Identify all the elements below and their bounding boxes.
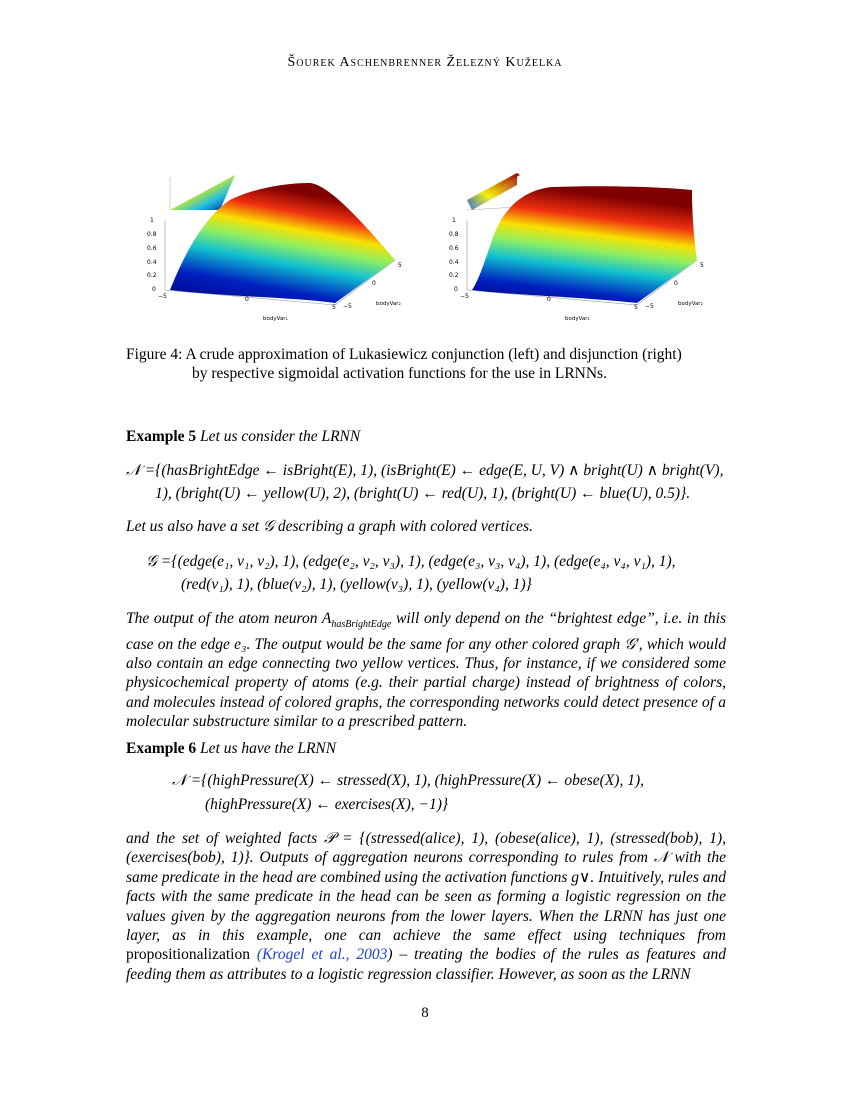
example5-text2: Let us also have a set 𝒢 describing a graph with colored vertices. [126, 518, 533, 535]
depth-tick: −5 [645, 303, 654, 310]
example6-eq-line2: (highPressure(X) ← exercises(X), −1)} [205, 796, 449, 813]
graph-eq-line2: (red(v₁), 1), (blue(v₂), 1), (yellow(v₃), 1), (yellow(v₄), 1)} [181, 576, 532, 593]
example6-paragraph [126, 829, 726, 984]
figure-right-plot [442, 165, 722, 325]
y-tick: 0.6 [449, 245, 459, 252]
y-tick: 1 [452, 217, 456, 224]
para6-part1: and the set of weighted facts 𝒫 = {(stressed(alice), 1), (obese(alice), 1), (stressed(bob), 1), (exercises(bob), 1)}. Outputs of aggregation neurons corresponding to rules from 𝒩 with the same predicate in the head are combined using the activation functions g∨. Intuitively, rules and facts with the same predicate in the head can be seen as forming a logistic regression on the values given by the aggregation neurons from the lower layers. When the LRNN has just one layer, as in this example, one can achieve the same effect using techniques from [126, 830, 726, 945]
right-surface-svg [442, 165, 722, 325]
example5-intro: Let us consider the LRNN [200, 428, 361, 445]
depth-tick: 0 [372, 280, 376, 287]
example5-eq-line2: 1), (bright(U) ← yellow(U), 2), (bright(U) ← red(U), 1), (bright(U) ← blue(U), 0.5)}. [155, 485, 691, 502]
example5-label: Example 5 [126, 428, 197, 445]
y-tick: 0 [454, 286, 458, 293]
example5-heading [126, 427, 726, 447]
x-tick: 0 [245, 296, 249, 303]
example6-eq-line1: 𝒩 ={(highPressure(X) ← stressed(X), 1), (highPressure(X) ← obese(X), 1), [172, 772, 645, 789]
page-number: 8 [421, 1005, 429, 1021]
y-tick: 0.2 [147, 272, 157, 279]
citation-link[interactable]: Krogel et al., 2003 [262, 946, 388, 964]
y-tick: 0.4 [449, 259, 459, 266]
para-part1: The output of the atom neuron A [126, 610, 332, 627]
example6-heading [126, 739, 726, 759]
caption-line1: A crude approximation of Lukasiewicz conjunction (left) and disjunction (right) [185, 346, 682, 363]
example5-eq-line1: 𝒩 ={(hasBrightEdge ← isBright(E), 1), (isBright(E) ← edge(E, U, V) ∧ bright(U) ∧ bright(V), [126, 462, 724, 479]
y-tick: 0.8 [449, 231, 459, 238]
para-subscript: hasBrightEdge [331, 619, 392, 631]
y-tick: 0 [152, 286, 156, 293]
para6-part2: ) – treating the bodies of the rules as features and feeding them as attributes to a logistic regression classifier. However, as soon as the LRNN [126, 946, 726, 983]
para6-word: propositionalization [126, 946, 250, 964]
graph-eq-line1: 𝒢 ={(edge(e₁, v₁, v₂), 1), (edge(e₂, v₂, v₃), 1), (edge(e₃, v₃, v₄), 1), (edge(e₄, v₄, v₁), 1), [146, 553, 676, 570]
y-tick: 0.4 [147, 259, 157, 266]
x-tick: −5 [158, 293, 167, 300]
x-axis-label: bodyVar₁ [565, 316, 590, 322]
example5-paragraph [126, 609, 726, 732]
figure-caption [126, 345, 726, 383]
caption-label: Figure 4: [126, 346, 183, 363]
left-surface-svg [140, 165, 420, 325]
x-tick: 5 [634, 304, 638, 311]
depth-tick: 5 [398, 262, 402, 269]
x-tick: −5 [460, 293, 469, 300]
para6-cite-open: ( [249, 946, 263, 964]
y-axis-label: bodyVar₂ [678, 301, 703, 307]
y-tick: 1 [150, 217, 154, 224]
x-axis-label: bodyVar₁ [263, 316, 288, 322]
y-tick: 0.2 [449, 272, 459, 279]
example6-intro: Let us have the LRNN [200, 740, 337, 757]
x-tick: 5 [332, 304, 336, 311]
depth-tick: 0 [674, 280, 678, 287]
figure-left-plot [140, 165, 420, 325]
y-tick: 0.8 [147, 231, 157, 238]
depth-tick: 5 [700, 262, 704, 269]
para-part2: will only depend on the “brightest edge”, i.e. in this case on the edge e₃. The output would be the same for any other colored graph 𝒢′, which would also contain an edge connecting two yellow vertices. Thus, for instance, if we considered some physicochemical property of atoms (e.g. their partial charge) instead of brightness of colors, and molecules instead of colored graphs, the corresponding networks could detect presence of a molecular substructure similar to a prescribed pattern. [126, 610, 726, 731]
x-tick: 0 [547, 296, 551, 303]
y-tick: 0.6 [147, 245, 157, 252]
depth-tick: −5 [343, 303, 352, 310]
y-axis-label: bodyVar₂ [376, 301, 401, 307]
caption-line2: by respective sigmoidal activation functions for the use in LRNNs. [192, 365, 607, 382]
running-header: Šourek Aschenbrenner Železný Kuželka [287, 55, 563, 70]
example6-label: Example 6 [126, 740, 197, 757]
